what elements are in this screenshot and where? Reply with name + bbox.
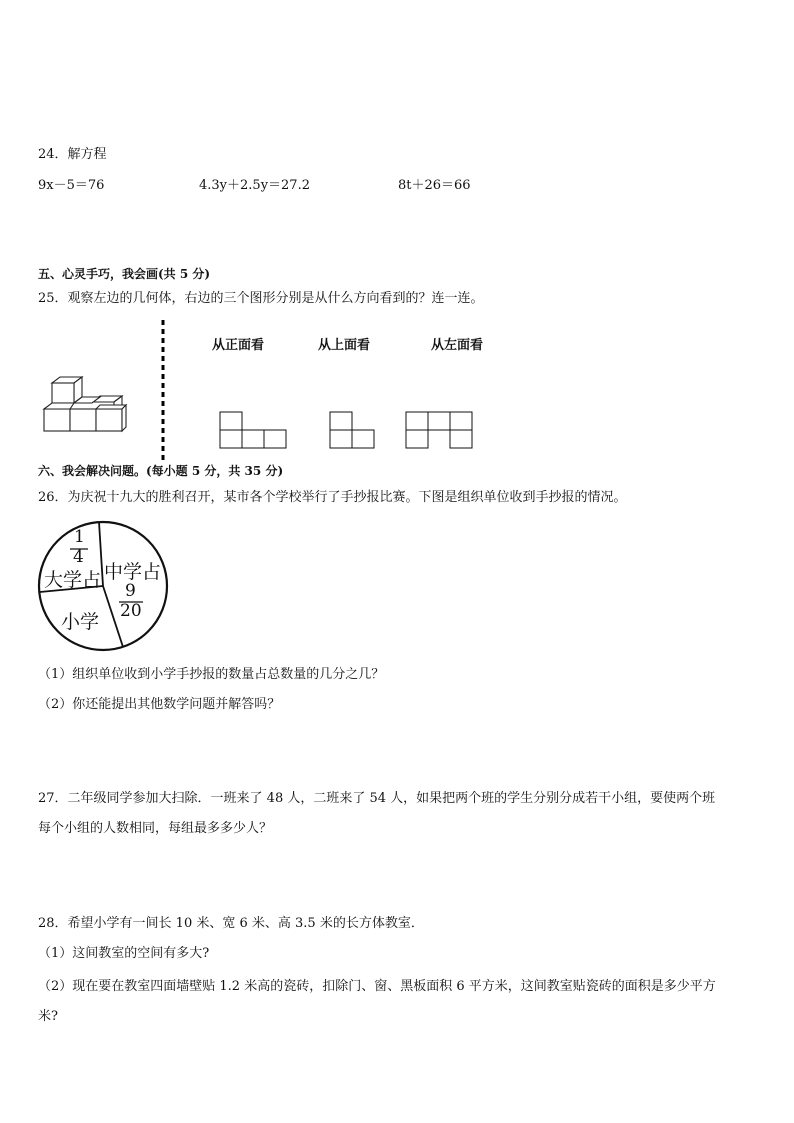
q28-sub-question-2-line-2: 米? — [38, 1009, 58, 1024]
label-top-view: 从上面看 — [318, 338, 371, 353]
q26-text: 26．为庆祝十九大的胜利召开，某市各个学校举行了手抄报比赛。下图是组织单位收到手抄报的情况。 — [38, 490, 627, 505]
pie-middle-denominator: 20 — [120, 601, 142, 621]
section-5-heading: 五、心灵手巧，我会画(共 5 分) — [38, 267, 211, 281]
pie-middle-numerator: 9 — [125, 581, 136, 601]
section-6-heading: 六、我会解决问题。(每小题 5 分，共 35 分) — [38, 464, 284, 478]
label-left-view: 从左面看 — [431, 338, 484, 353]
q24-equation-3: 8t＋26＝66 — [398, 178, 471, 193]
q25-text: 25．观察左边的几何体，右边的三个图形分别是从什么方向看到的？连一连。 — [38, 291, 484, 306]
q28-sub-question-1: （1）这间教室的空间有多大? — [38, 946, 210, 961]
label-front-view: 从正面看 — [212, 338, 265, 353]
geometric-solid-figure — [40, 375, 140, 437]
pie-college-denominator: 4 — [73, 547, 84, 567]
q26-sub-question-1: （1）组织单位收到小学手抄报的数量占总数量的几分之几？ — [38, 667, 385, 682]
pie-college-numerator: 1 — [74, 527, 85, 547]
view-shape-3 — [405, 411, 477, 451]
q28-sub-question-2-line-1: （2）现在要在教室四面墙壁贴 1.2 米高的瓷砖，扣除门、窗、黑板面积 6 平方米，这间教室贴瓷砖的面积是多少平方 — [38, 979, 716, 994]
q26-sub-question-2: （2）你还能提出其他数学问题并解答吗？ — [38, 697, 281, 712]
dashed-divider — [160, 320, 166, 460]
pie-college-label: 大学占 — [44, 569, 102, 591]
q24-title: 24．解方程 — [38, 147, 107, 162]
pie-primary-label: 小学 — [61, 611, 100, 633]
view-shape-2 — [329, 411, 379, 451]
q28-text: 28．希望小学有一间长 10 米、宽 6 米、高 3.5 米的长方体教室． — [38, 916, 424, 931]
pie-middle-label: 中学占 — [104, 561, 162, 583]
q27-line-2: 每个小组的人数相同，每组最多多少人？ — [38, 821, 273, 836]
view-shape-1 — [219, 411, 289, 451]
q24-equation-2: 4.3y＋2.5y＝27.2 — [199, 178, 310, 193]
q24-equation-1: 9x－5＝76 — [38, 178, 105, 193]
q27-line-1: 27．二年级同学参加大扫除．一班来了 48 人，二班来了 54 人，如果把两个班的学生分别分成若干小组，要使两个班 — [38, 791, 716, 806]
